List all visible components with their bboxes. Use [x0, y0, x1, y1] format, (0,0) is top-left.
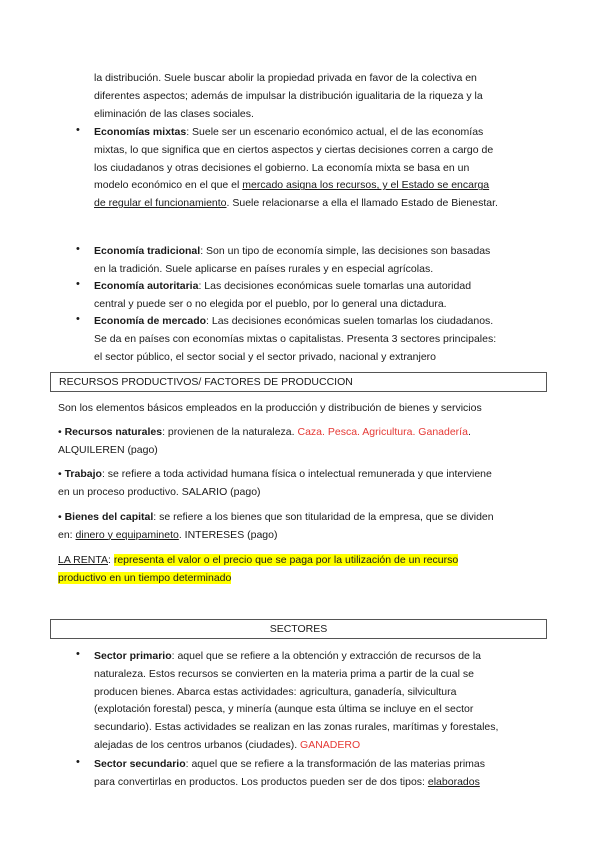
recursos-intro: Son los elementos básicos empleados en la producción y distribución de bienes y servicios [58, 402, 482, 414]
underlined-text: dinero y equipamineto [75, 528, 179, 541]
bullet-icon: • [76, 756, 80, 768]
list-item-economia-autoritaria [94, 278, 471, 314]
text-line: producen bienes. Abarca estas actividades: agricultura, ganadería, silvicultura [94, 685, 457, 698]
term-economia-de-mercado: Economía de mercado [94, 315, 207, 327]
text-span: para convertirlas en productos. Los productos pueden ser de dos tipos: [94, 775, 428, 788]
text-span: modelo económico en el que el [94, 179, 243, 192]
section-header-sectores [50, 619, 547, 639]
paragraph-bienes-capital [58, 509, 494, 545]
text-line: ALQUILEREN (pago) [58, 443, 158, 456]
paragraph-recursos-naturales [58, 424, 471, 460]
underlined-text: de regular el funcionamiento [94, 197, 227, 210]
text-span: : se refiere a toda actividad humana física o intelectual remunerada y que interviene [101, 468, 492, 480]
text-line: naturaleza. Estos recursos se convierten en la materia prima a partir de la cual se [94, 667, 474, 680]
text-span: : Las decisiones económicas suele tomarlas una autoridad [198, 280, 472, 292]
text-line: (explotación forestal) pesca, y minería (aunque esta última se incluye en el sector [94, 703, 474, 716]
text-line: secundario). Estas actividades se realizan en las zonas rurales, marítimas y forestales, [94, 721, 499, 734]
bullet-icon: • [76, 313, 80, 325]
section-header-recursos [50, 372, 547, 392]
text-line: en un proceso productivo. SALARIO (pago) [58, 485, 261, 498]
text-line: los ciudadanos y otras decisiones el gobierno. La economía mixta se basa en un [94, 161, 470, 174]
text-line: diferentes aspectos; además de impulsar la distribución igualitaria de la riqueza y la [94, 89, 483, 102]
bullet-icon: • [76, 278, 80, 290]
highlighted-text: representa el valor o el precio que se paga por la utilización de un recurso [113, 554, 459, 566]
text-span: : Las decisiones económicas suelen tomarlas los ciudadanos. [206, 315, 494, 327]
paragraph-distribucion [94, 70, 483, 123]
bullet-icon: • [58, 511, 65, 523]
text-span: . Suele relacionarse a ella el llamado Estado de Bienestar. [226, 197, 498, 210]
text-span: : Son un tipo de economía simple, las decisiones son basadas [200, 245, 491, 257]
text-span: : aquel que se refiere a la transformación de las materias primas [185, 758, 486, 770]
term-economia-autoritaria: Economía autoritaria [94, 280, 199, 292]
list-item-economia-de-mercado [94, 313, 496, 366]
term-trabajo: Trabajo [64, 468, 102, 480]
list-item-economias-mixtas [94, 124, 498, 213]
section-header-text: RECURSOS PRODUCTIVOS/ FACTORES DE PRODUCCION [59, 376, 353, 388]
bullet-icon: • [76, 124, 80, 136]
underlined-text: elaborados [427, 775, 480, 788]
text-span: : [108, 554, 114, 566]
section-header-text: SECTORES [269, 623, 328, 635]
text-line: la distribución. Suele buscar abolir la propiedad privada en favor de la colectiva en [94, 72, 477, 84]
list-item-economia-tradicional [94, 243, 490, 279]
red-text: GANADERO [300, 738, 361, 751]
term-economias-mixtas: Economías mixtas [94, 126, 187, 138]
text-span: . [467, 426, 471, 438]
text-line: eliminación de las clases sociales. [94, 107, 254, 120]
term-recursos-naturales: Recursos naturales [64, 426, 163, 438]
paragraph-trabajo [58, 466, 492, 502]
bullet-icon: • [76, 648, 80, 660]
bullet-icon: • [58, 468, 65, 480]
underlined-text: mercado asigna los recursos, y el Estado se encarga [242, 179, 490, 192]
text-span: en: [58, 528, 76, 541]
text-line: mixtas, lo que significa que en ciertos aspectos y ciertas decisiones corren a cargo de [94, 143, 494, 156]
renta-label: LA RENTA [58, 554, 108, 566]
text-line: central y puede ser o no elegida por el pueblo, por lo general una dictadura. [94, 297, 447, 310]
term-sector-secundario: Sector secundario [94, 758, 186, 770]
text-span: : provienen de la naturaleza. [162, 426, 298, 438]
highlighted-text: productivo en un tiempo determinado [58, 571, 232, 584]
text-span: : se refiere a los bienes que son titularidad de la empresa, que se dividen [153, 511, 494, 523]
term-bienes-capital: Bienes del capital [64, 511, 154, 523]
text-line: en la tradición. Suele aplicarse en países rurales y en especial agrícolas. [94, 262, 434, 275]
list-item-sector-secundario [94, 756, 485, 792]
text-line: Se da en países con economías mixtas o capitalistas. Presenta 3 sectores principales: [94, 332, 497, 345]
red-text: Caza. Pesca. Agricultura. Ganadería [297, 426, 468, 438]
text-span: : Suele ser un escenario económico actual, el de las economías [186, 126, 484, 138]
text-line: el sector público, el sector social y el sector privado, nacional y extranjero [94, 350, 436, 363]
term-sector-primario: Sector primario [94, 650, 172, 662]
text-span: : aquel que se refiere a la obtención y extracción de recursos de la [171, 650, 481, 662]
bullet-icon: • [76, 243, 80, 255]
text-span: . INTERESES (pago) [178, 528, 278, 541]
list-item-sector-primario [94, 648, 498, 755]
bullet-icon: • [58, 426, 65, 438]
paragraph-la-renta [58, 552, 458, 588]
term-economia-tradicional: Economía tradicional [94, 245, 201, 257]
text-span: alejadas de los centros urbanos (ciudades). [94, 738, 301, 751]
